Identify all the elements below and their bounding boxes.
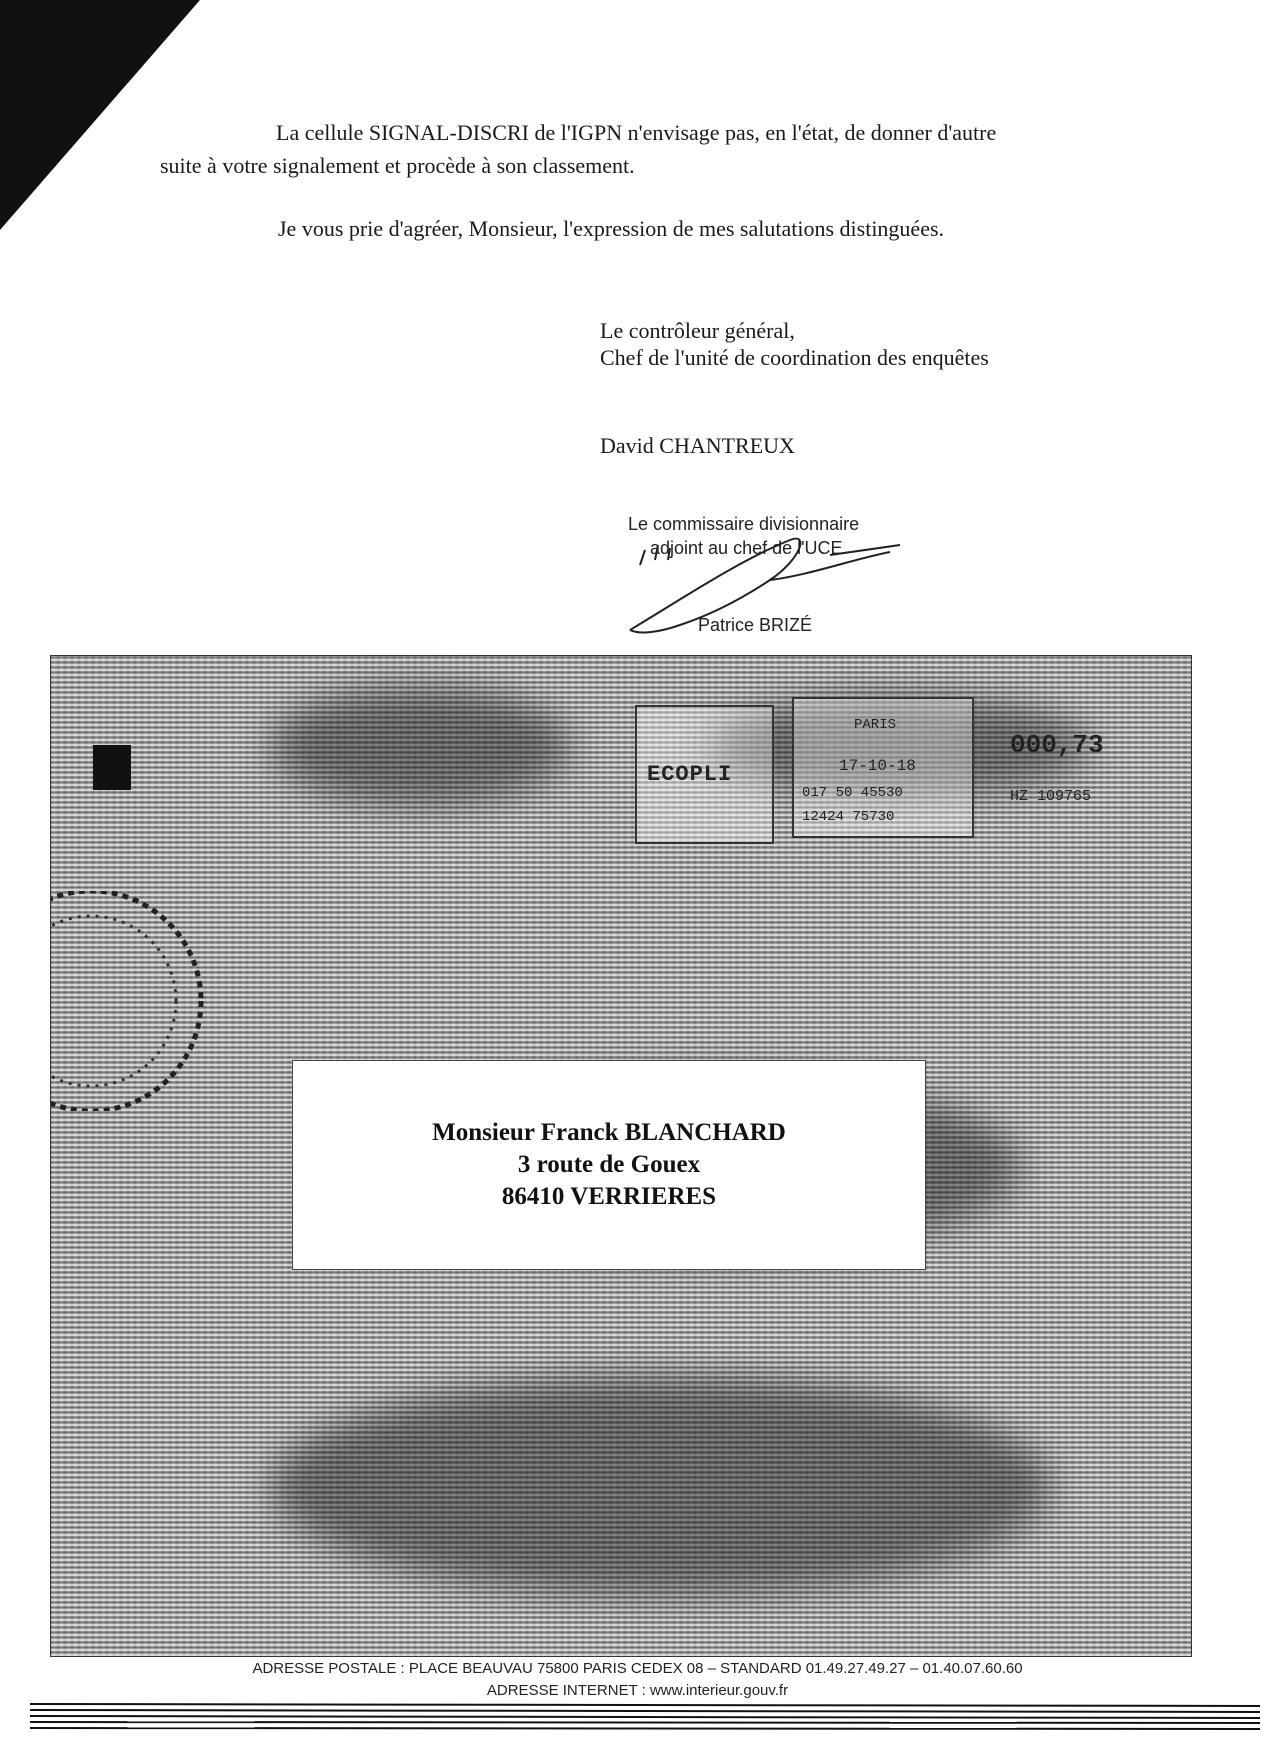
postage-amount-block: 000,73 HZ 109765 — [1010, 730, 1104, 805]
signatory-title-2: Chef de l'unité de coordination des enquêtes — [600, 345, 989, 370]
address-window — [292, 1060, 926, 1270]
recipient-city: 86410 VERRIERES — [501, 1183, 717, 1210]
stacked-page-edges — [30, 1700, 1260, 1740]
signatory-name: David CHANTREUX — [600, 433, 795, 458]
signatory-title-1: Le contrôleur général, — [600, 318, 795, 343]
folded-corner — [0, 0, 200, 230]
recipient-street: 3 route de Gouex — [517, 1151, 701, 1178]
handwritten-signature — [620, 520, 920, 650]
marianne-logo — [93, 745, 131, 790]
footer-postal-address: ADRESSE POSTALE : PLACE BEAUVAU 75800 PARIS CEDEX 08 – STANDARD 01.49.27.49.27 – 01.40.07.60.60 — [252, 1660, 1023, 1677]
ministry-seal — [51, 891, 221, 1111]
paragraph-1-line-2: suite à votre signalement et procède à son classement. — [160, 153, 635, 178]
stamp-line-2: adjoint au chef de l'UCE — [650, 538, 843, 558]
stamp-name: Patrice BRIZÉ — [698, 615, 813, 635]
paragraph-2: Je vous prie d'agréer, Monsieur, l'expression de mes salutations distinguées. — [278, 216, 945, 241]
stamp-line-1: Le commissaire divisionnaire — [628, 514, 860, 534]
postmark-box: PARIS 17-10-18 017 50 45530 12424 75730 — [792, 697, 974, 838]
paragraph-1-line-1: La cellule SIGNAL-DISCRI de l'IGPN n'envisage pas, en l'état, de donner d'autre — [276, 120, 997, 145]
recipient-name: Monsieur Franck BLANCHARD — [432, 1119, 786, 1146]
footer-internet-address: ADRESSE INTERNET : www.interieur.gouv.fr — [486, 1682, 789, 1699]
ecopli-stamp: ECOPLI — [635, 705, 774, 844]
